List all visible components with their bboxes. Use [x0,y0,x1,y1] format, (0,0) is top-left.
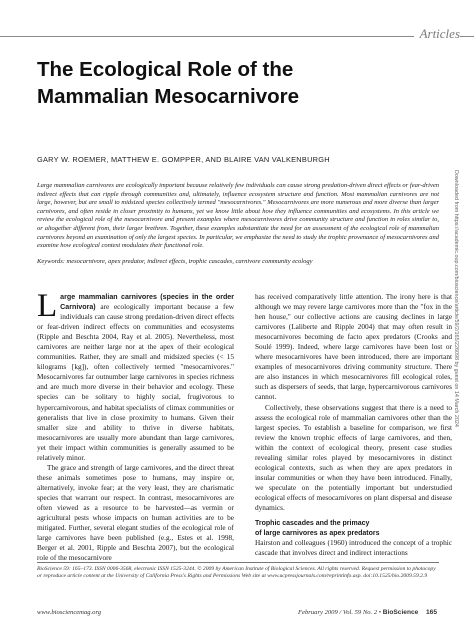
section-label: Articles [414,26,460,42]
abstract: Large mammalian carnivores are ecologically important because relatively few individuals can cause strong predation-driven direct effects or fear-driven indirect effects that can ripple through communities and, ultimately, influence ecosystem structure and function. Most mammalian carnivores are not large, however, but are small to midsized species collectively termed "mesocarnivores." Mesocarnivores are more numerous and more diverse than larger carnivores, and often reside in closer proximity to humans, yet we know little about how they influence communities and ecosystems. In this article we review the ecological role of the mesocarnivore and present examples where mesocarnivores drive community structure and function in roles similar to, or altogether different from, their larger brethren. Together, these examples substantiate the need for an assessment of the ecological role of mammalian carnivores beyond an examination of only the largest species. In particular, we emphasize the need to study the trophic provenance of mesocarnivores and examine how ecological context modulates their functional role. [37,182,439,250]
download-watermark: Downloaded from https://academic.oup.com/bioscience/article/59/2/165/226098 by guest on 14 March 2024 [453,170,459,427]
subheading-line-1: Trophic cascades and the primacy [255,520,370,528]
body-paragraph-2: The grace and strength of large carnivores, and the direct threat these animals sometimes pose to humans, may inspire or, alternatively, invoke fear; at the very least, they are charismatic species that warrant our respect. In contrast, mesocarnivores are often viewed as a resource to be harvested—as vermin or agricultural pests whose impacts on human activities are to be mitigated. Further, several elegant studies of the ecological role of large carnivores have been published (e.g., Estes et al. 1998, Berger et al. 2001, Ripple and Beschta 2007), but the ecological role of the mesocarnivore [37,462,234,563]
title-line-2: Mammalian Mesocarnivore [37,85,300,108]
body-column-right [255,292,452,558]
body-paragraph-4: Collectively, these observations suggest that there is a need to assess the ecological role of mammalian carnivores other than the largest species. To establish a baseline for comparison, we first review the known trophic effects of large carnivores, and then, within the context of ecological theory, present case studies revealing similar roles played by mesocarnivores in distinct ecological contexts, such as when they are apex predators in insular communities or when they have been introduced. Finally, we speculate on the potentially important but understudied ecological effects of mesocarnivores on plant dispersal and disease dynamics. [255,402,452,512]
section-subheading [255,519,452,538]
publication-footnote: BioScience 59: 165–173. ISSN 0006-3568, electronic ISSN 1525-3244. © 2009 by American Institute of Biological Sciences. All rights reserved. Request permission to photocopy or reproduce article content at the University of California Press's Rights and Permissions Web site at www.ucpressjournals.com/reprintinfo.asp. doi:10.1525/bio.2009.59.2.9 [37,566,436,580]
footnote-rule [37,562,439,563]
subheading-line-2: of large carnivores as apex predators [255,529,380,537]
section-rule [0,36,474,37]
folio-journal: BioScience [382,609,419,616]
page-number: 165 [425,609,437,616]
folio-right [298,609,437,616]
body-column-left [37,288,234,563]
folio-issue: February 2009 / Vol. 59 No. 2 • [298,609,382,616]
article-title [37,56,367,110]
lead-in: arge mammalian carnivores (species in the order Carnivora) [60,293,234,312]
body-paragraph-5: Hairston and colleagues (1960) introduced the concept of a trophic cascade that involves direct and indirect interactions [255,538,452,558]
author-list: GARY W. ROEMER, MATTHEW E. GOMPPER, AND BLAIRE VAN VALKENBURGH [37,155,330,164]
drop-cap: L [37,288,58,324]
body-paragraph-1 [37,288,234,463]
title-line-1: The Ecological Role of the [37,58,294,81]
body-paragraph-3: has received comparatively little attention. The irony here is that although we may revere large carnivores more than the "fox in the hen house," our collective actions are causing declines in large carnivores (Laliberte and Ripple 2004) that may often result in mesocarnivores becoming de facto apex predators (Crooks and Soulé 1999). Indeed, where large carnivores have been lost or where mesocarnivores have been introduced, there are important examples of mesocarnivores driving community structure. There are also instances in which mesocarnivores fill ecological roles, such as dispersers of seeds, that large, hypercarnivorous carnivores cannot. [255,292,452,402]
paragraph-1-text: are ecologically important because a few individuals can cause strong predation-driven direct effects or fear-driven indirect effects on communities and ecosystems (Ripple and Beschta 2004, Ray et al. 2005). Nevertheless, most carnivores are neither large nor at the apex of their ecological communities. Rather, they are small and midsized species (< 15 kilograms [kg]), often collectively termed "mesocarnivores." Mesocarnivores far outnumber large carnivores in species richness and are much more diverse in their behavior and ecology. These species can be solitary to highly social, frugivorous to hypercarnivorous, and habitat specialists of climax communities or generalists that live in close proximity to humans. Given their smaller size and ability to thrive in diverse habitats, mesocarnivores are usually more abundant than large carnivores, yet their impact within communities is generally assumed to be relatively minor. [37,302,234,462]
keywords: Keywords: mesocarnivore, apex predator, indirect effects, trophic cascades, carnivore community ecology [37,258,313,265]
folio-website: www.biosciencemag.org [37,609,102,616]
